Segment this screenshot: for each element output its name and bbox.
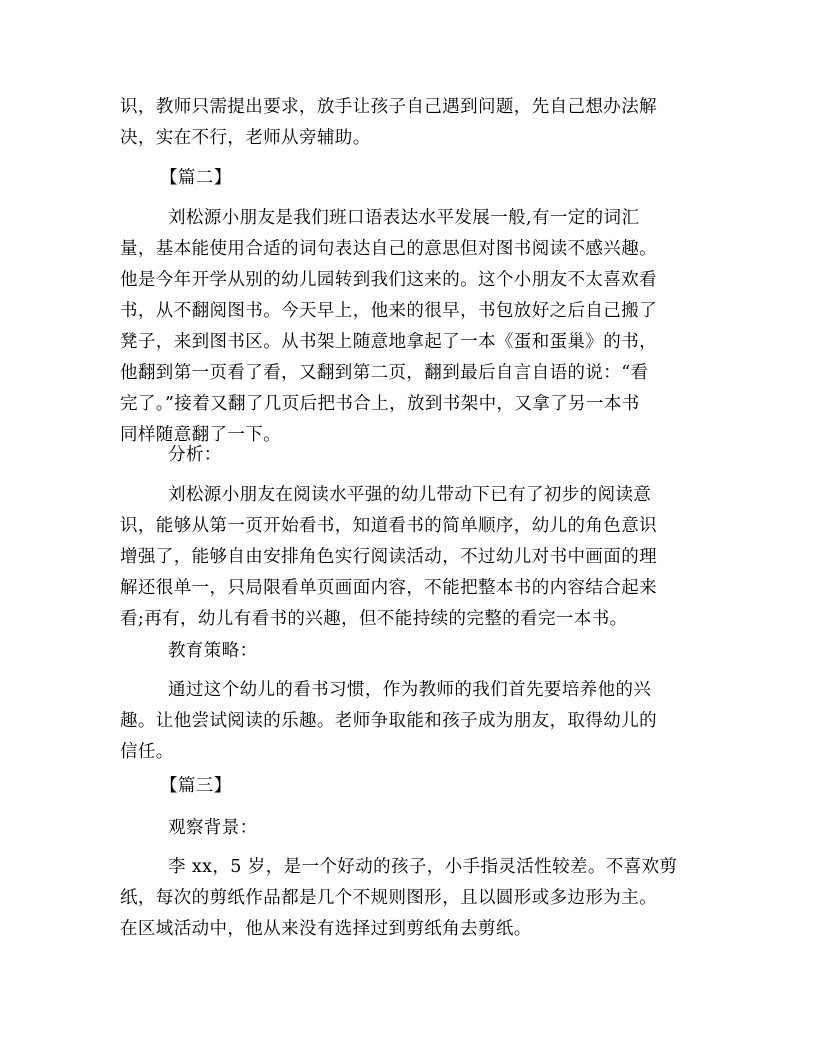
text-line: 李 xx，5 岁，是一个好动的孩子，小手指灵活性较差。不喜欢剪	[168, 857, 678, 877]
text-line: 他翻到第一页看了看，又翻到第二页，翻到最后自言自语的说：“看	[120, 363, 649, 383]
paragraph-section2	[120, 203, 700, 451]
text-line: 趣。让他尝试阅读的乐趣。老师争取能和孩子成为朋友，取得幼儿的	[120, 711, 657, 731]
text-line: 书，从不翻阅图书。今天早上，他来的很早，书包放好之后自己搬了	[120, 301, 657, 321]
paragraph-analysis	[120, 480, 700, 635]
text-line: 量，基本能使用合适的词句表达自己的意思但对图书阅读不感兴趣。	[120, 239, 657, 259]
text-line: 刘松源小朋友在阅读水平强的幼儿带动下已有了初步的阅读意	[168, 485, 652, 505]
strategy-label: 教育策略：	[168, 641, 258, 661]
background-label: 观察背景：	[168, 818, 258, 838]
analysis-label: 分析：	[168, 445, 222, 465]
text-line: 完了。”接着又翻了几页后把书合上，放到书架中，又拿了另一本书	[120, 394, 640, 414]
text-line: 识，能够从第一页开始看书，知道看书的简单顺序，幼儿的角色意识	[120, 516, 657, 536]
text-line: 凳子，来到图书区。从书架上随意地拿起了一本《蛋和蛋巢》的书，	[120, 332, 657, 352]
text-line: 纸，每次的剪纸作品都是几个不规则图形，且以圆形或多边形为主。	[120, 888, 657, 908]
text-line: 信任。	[120, 742, 174, 762]
text-line: 解还很单一，只局限看单页画面内容，不能把整本书的内容结合起来	[120, 578, 657, 598]
text-line: 增强了，能够自由安排角色实行阅读活动，不过幼儿对书中画面的理	[120, 547, 657, 567]
text-line: 识，教师只需提出要求，放手让孩子自己遇到问题，先自己想办法解	[120, 97, 657, 117]
paragraph-background	[120, 852, 700, 945]
paragraph-strategy	[120, 675, 700, 768]
text-line: 同样随意翻了一下。	[120, 425, 282, 445]
section-heading-3: 【篇三】	[160, 776, 232, 796]
paragraph-top	[120, 92, 700, 154]
text-line: 看;再有，幼儿有看书的兴趣，但不能持续的完整的看完一本书。	[120, 609, 628, 629]
text-line: 他是今年开学从别的幼儿园转到我们这来的。这个小朋友不太喜欢看	[120, 270, 657, 290]
text-line: 刘松源小朋友是我们班口语表达水平发展一般,有一定的词汇	[168, 208, 640, 228]
text-line: 在区域活动中，他从来没有选择过到剪纸角去剪纸。	[120, 919, 532, 939]
section-heading-2: 【篇二】	[160, 168, 232, 188]
text-line: 决，实在不行，老师从旁辅助。	[120, 128, 371, 148]
text-line: 通过这个幼儿的看书习惯，作为教师的我们首先要培养他的兴	[168, 680, 652, 700]
